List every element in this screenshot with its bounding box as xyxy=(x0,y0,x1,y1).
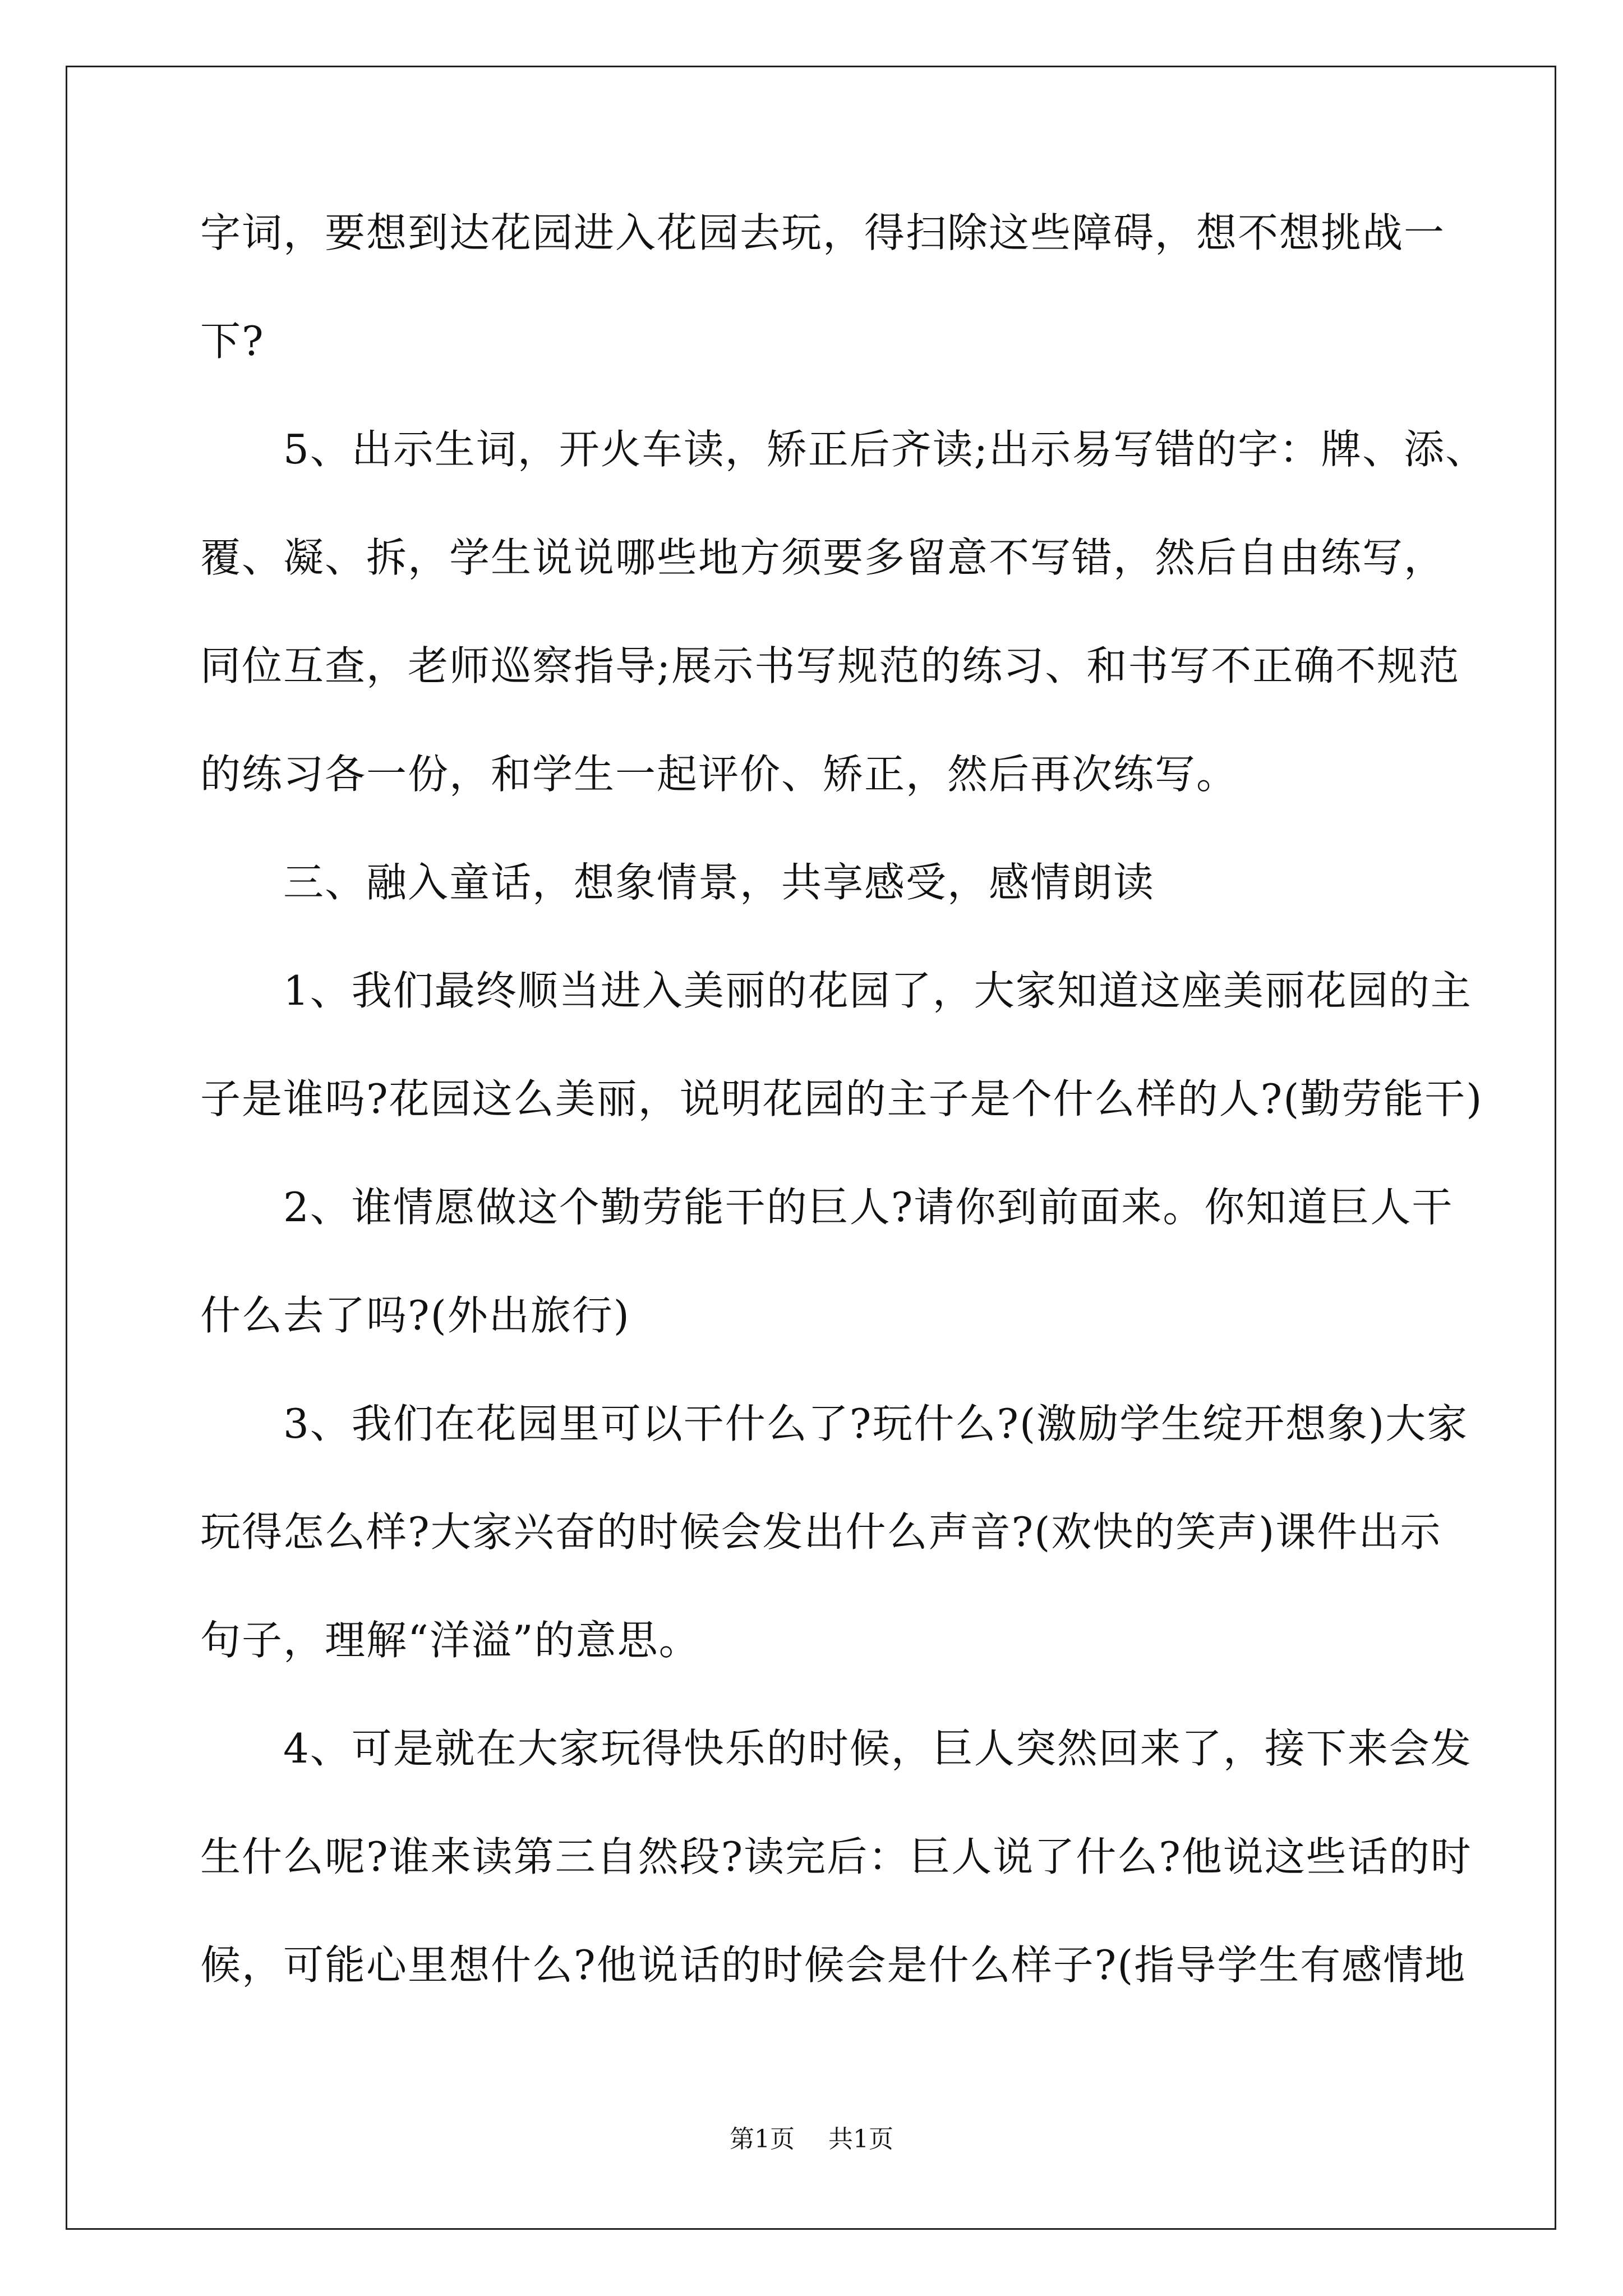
text-line: 的练习各一份，和学生一起评价、矫正，然后再次练写。 xyxy=(200,751,1238,798)
page-number: 第1页 xyxy=(730,2125,795,2154)
paragraph-start: 3、我们在花园里可以干什么了?玩什么?(激励学生绽开想象)大家 xyxy=(283,1400,1469,1447)
page-total: 共1页 xyxy=(828,2125,893,2154)
text-line: 什么去了吗?(外出旅行) xyxy=(200,1292,630,1339)
page-footer xyxy=(0,2123,1623,2156)
text-line: 下? xyxy=(200,318,265,365)
text-line: 覆、凝、拆，学生说说哪些地方须要多留意不写错，然后自由练写， xyxy=(200,534,1446,581)
text-line: 子是谁吗?花园这么美丽，说明花园的主子是个什么样的人?(勤劳能干) xyxy=(200,1075,1483,1122)
paragraph-start: 4、可是就在大家玩得快乐的时候，巨人突然回来了，接下来会发 xyxy=(283,1725,1472,1772)
section-heading: 三、融入童话，想象情景，共享感受，感情朗读 xyxy=(283,859,1155,906)
text-line: 句子，理解“洋溢”的意思。 xyxy=(200,1617,700,1664)
paragraph-start: 5、出示生词，开火车读，矫正后齐读;出示易写错的字：牌、添、 xyxy=(283,426,1487,473)
text-line: 生什么呢?谁来读第三自然段?读完后：巨人说了什么?他说这些话的时 xyxy=(200,1833,1472,1880)
text-line: 候，可能心里想什么?他说话的时候会是什么样子?(指导学生有感情地 xyxy=(200,1941,1467,1989)
text-line: 玩得怎么样?大家兴奋的时候会发出什么声音?(欢快的笑声)课件出示 xyxy=(200,1508,1442,1556)
paragraph-start: 2、谁情愿做这个勤劳能干的巨人?请你到前面来。你知道巨人干 xyxy=(283,1184,1454,1231)
document-body xyxy=(200,202,1487,2042)
paragraph-start: 1、我们最终顺当进入美丽的花园了，大家知道这座美丽花园的主 xyxy=(283,967,1472,1014)
text-line: 字词，要想到达花园进入花园去玩，得扫除这些障碍，想不想挑战一 xyxy=(200,209,1446,256)
text-line: 同位互查，老师巡察指导;展示书写规范的练习、和书写不正确不规范 xyxy=(200,642,1460,689)
